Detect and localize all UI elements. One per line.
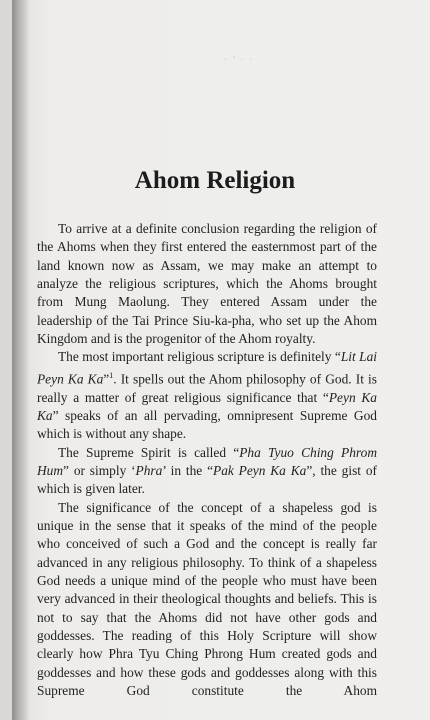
paragraph-2	[37, 348, 377, 443]
supreme-spirit-name: Pha Tyuo Ching Phrom Hum	[37, 444, 378, 478]
paragraph-1: To arrive at a definite conclusion regarding the religion of the Ahoms when they first entered the easternmost part of the land known now as Assam, we may make an attempt to analyze the religious scriptures, which the Ahoms brought from Mung Maolung. They entered Assam under the leadership of the Tai Prince Siu-ka-pha, who set up the Ahom Kingdom and is the progenitor of the Ahom royalty.	[37, 221, 377, 347]
paragraph-2-text-a: The most important religious scripture is definitely “	[58, 349, 341, 365]
scripture-name-lit-lai-peyn-ka-ka: Lit Lai Peyn Ka Ka	[37, 349, 377, 387]
paragraph-3-text-c: ’ in the “	[162, 462, 214, 478]
phra-name: Phra	[135, 462, 163, 478]
paragraph-2-text-d: ” speaks of an all pervading, omnipresent Supreme God which is without any shape.	[37, 407, 377, 442]
chapter-body	[37, 220, 377, 700]
paragraph-3-text-a: The Supreme Spirit is called “	[58, 444, 240, 460]
scripture-name-peyn-ka-ka: Peyn Ka Ka	[37, 389, 377, 423]
paragraph-4: The significance of the concept of a shapeless god is unique in the sense that it speaks of the mind of the people who conceived of such a God and the concept is really far advanced in any religious philosophy. To think of a shapeless God needs a unique mind of the people who must have been very advanced in their theological thoughts and beliefs. This is not to say that the Ahoms did not have other gods and goddesses. The reading of this Holy Scripture will show clearly how Phra Tyu Ching Phrong Hum created gods and goddesses and how these gods and goddesses along with this Supreme God constitute the Ahom	[37, 499, 377, 699]
paragraph-2-text-c: . It spells out the Ahom philosophy of God. It is really a matter of great religious significance that “	[37, 371, 377, 405]
paragraph-2-text-b: ”	[103, 371, 110, 387]
paragraph-3	[37, 444, 377, 499]
footnote-marker-1: 1	[109, 370, 114, 380]
paragraph-3-text-b: ” or simply ‘	[63, 462, 136, 478]
scripture-name-pak-peyn-ka-ka: Pak Peyn Ka Ka	[213, 462, 307, 478]
faint-header-mark: · ’ · ·	[224, 55, 255, 64]
page-gutter-shadow	[12, 0, 30, 720]
paragraph-3-text-d: ”, the gist of which is given later.	[37, 462, 377, 497]
chapter-title: Ahom Religion	[134, 167, 296, 194]
